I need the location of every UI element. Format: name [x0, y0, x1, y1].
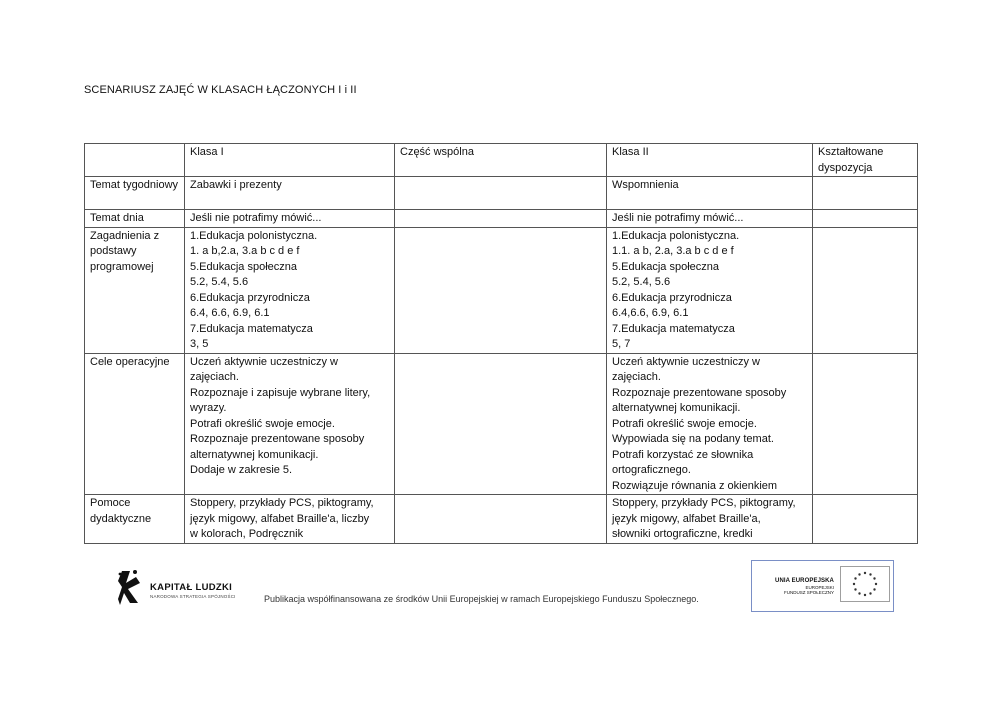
cell-text: 1.Edukacja polonistyczna. — [190, 229, 318, 242]
row-cele-operacyjne — [85, 353, 918, 495]
row-pomoce-dydaktyczne — [85, 495, 918, 544]
cell-text: 6.Edukacja przyrodnicza — [612, 291, 732, 304]
cell-text: 5.Edukacja społeczna — [612, 260, 720, 273]
kapital-ludzki-logo — [116, 569, 236, 612]
cell-text: 3, 5 — [190, 338, 209, 350]
cell-klasa-1 — [185, 495, 395, 544]
funding-note: Publikacja współfinansowana ze środków Unii Europejskiej w ramach Europejskiego Funduszu Społecznego. — [264, 594, 699, 604]
cell-czesc-wspolna — [395, 353, 607, 495]
cell-text: Rozpoznaje i zapisuje wybrane litery, — [190, 386, 371, 399]
row-temat-dnia — [85, 210, 918, 228]
eu-logo-box — [751, 560, 894, 612]
logo-name: KAPITAŁ LUDZKI — [150, 582, 233, 593]
cell-dyspozycje — [813, 210, 918, 228]
cell-text: wyrazy. — [190, 402, 227, 414]
cell-text: 6.4, 6.6, 6.9, 6.1 — [190, 307, 270, 319]
cell-text: Rozpoznaje prezentowane sposoby — [612, 386, 787, 399]
cell-text: język migowy, alfabet Braille'a, liczby — [190, 512, 370, 525]
cell-klasa-1 — [185, 177, 395, 210]
cell-klasa-2 — [607, 177, 813, 210]
page-title: SCENARIUSZ ZAJĘĆ W KLASACH ŁĄCZONYCH I i II — [84, 84, 357, 96]
cell-czesc-wspolna — [395, 210, 607, 228]
row-label: Zagadnienia z podstawy programowej — [85, 227, 185, 353]
cell-text: Rozpoznaje prezentowane sposoby — [190, 433, 365, 445]
cell-klasa-1 — [185, 227, 395, 353]
eu-line-2: EUROPEJSKI — [805, 584, 834, 590]
cell-text: słowniki ortograficzne, kredki — [612, 528, 753, 540]
cell-text: 6.Edukacja przyrodnicza — [190, 291, 310, 304]
cell-klasa-1 — [185, 353, 395, 495]
cell-text: Potrafi korzystać ze słownika — [612, 448, 754, 461]
cell-text: ortograficznego. — [612, 464, 691, 476]
cell-text: 1. a b,2.a, 3.a b c d e f — [190, 245, 300, 257]
header-dyspozycje: Kształtowane dyspozycja — [813, 144, 918, 177]
cell-czesc-wspolna — [395, 177, 607, 210]
header-czesc-wspolna: Część wspólna — [395, 144, 607, 177]
cell-text: język migowy, alfabet Braille'a, — [612, 512, 761, 525]
cell-klasa-2 — [607, 353, 813, 495]
header-klasa-1: Klasa I — [185, 144, 395, 177]
eu-line-1: UNIA EUROPEJSKA — [775, 577, 834, 584]
cell-text: Dodaje w zakresie 5. — [190, 464, 293, 476]
cell-text: 7.Edukacja matematycza — [612, 322, 735, 335]
cell-text: Stoppery, przykłady PCS, piktogramy, — [612, 497, 796, 509]
cell-text: Wypowiada się na podany temat. — [612, 433, 774, 445]
cell-klasa-1 — [185, 210, 395, 228]
cell-dyspozycje — [813, 177, 918, 210]
cell-klasa-2 — [607, 227, 813, 353]
row-label: Temat dnia — [85, 210, 185, 228]
cell-text: 1.1. a b, 2.a, 3.a b c d e f — [612, 245, 734, 257]
cell-text: 5.Edukacja społeczna — [190, 260, 298, 273]
cell-text: zajęciach. — [190, 371, 239, 383]
scenario-table — [84, 143, 918, 544]
cell-text: 5.2, 5.4, 5.6 — [190, 276, 249, 288]
cell-text: Jeśli nie potrafimy mówić... — [190, 212, 322, 224]
cell-text: 7.Edukacja matematycza — [190, 322, 313, 335]
cell-text: Uczeń aktywnie uczestniczy w — [190, 355, 338, 368]
eu-stars-icon — [840, 566, 890, 607]
cell-text: alternatywnej komunikacji. — [612, 402, 741, 414]
cell-dyspozycje — [813, 353, 918, 495]
eu-line-3: FUNDUSZ SPOŁECZNY — [783, 589, 834, 595]
cell-text: alternatywnej komunikacji. — [190, 448, 319, 461]
cell-text: Stoppery, przykłady PCS, piktogramy, — [190, 497, 374, 509]
cell-text: Rozwiązuje równania z okienkiem — [612, 479, 778, 492]
cell-klasa-2 — [607, 495, 813, 544]
table-header-row — [85, 144, 918, 177]
cell-text: Potrafi określić swoje emocje. — [190, 417, 335, 430]
cell-text: Wspomnienia — [612, 179, 679, 191]
cell-text: Potrafi określić swoje emocje. — [612, 417, 757, 430]
kapital-ludzki-logo-icon — [116, 569, 142, 612]
header-empty-cell — [85, 144, 185, 177]
cell-text: w kolorach, Podręcznik — [190, 528, 304, 540]
cell-czesc-wspolna — [395, 495, 607, 544]
row-label: Temat tygodniowy — [85, 177, 185, 210]
cell-text: Zabawki i prezenty — [190, 179, 282, 191]
cell-dyspozycje — [813, 227, 918, 353]
cell-klasa-2 — [607, 210, 813, 228]
row-label: Pomoce dydaktyczne — [85, 495, 185, 544]
cell-text: 5.2, 5.4, 5.6 — [612, 276, 671, 288]
cell-text: 1.Edukacja polonistyczna. — [612, 229, 740, 242]
row-temat-tygodniowy — [85, 177, 918, 210]
row-zagadnienia — [85, 227, 918, 353]
cell-text: Jeśli nie potrafimy mówić... — [612, 212, 744, 224]
cell-text: 5, 7 — [612, 338, 631, 350]
cell-czesc-wspolna — [395, 227, 607, 353]
cell-text: zajęciach. — [612, 371, 661, 383]
row-label: Cele operacyjne — [85, 353, 185, 495]
logo-subtitle: NARODOWA STRATEGIA SPÓJNOŚCI — [150, 594, 236, 599]
cell-text: Uczeń aktywnie uczestniczy w — [612, 355, 760, 368]
cell-text: 6.4,6.6, 6.9, 6.1 — [612, 307, 689, 319]
cell-dyspozycje — [813, 495, 918, 544]
header-klasa-2: Klasa II — [607, 144, 813, 177]
